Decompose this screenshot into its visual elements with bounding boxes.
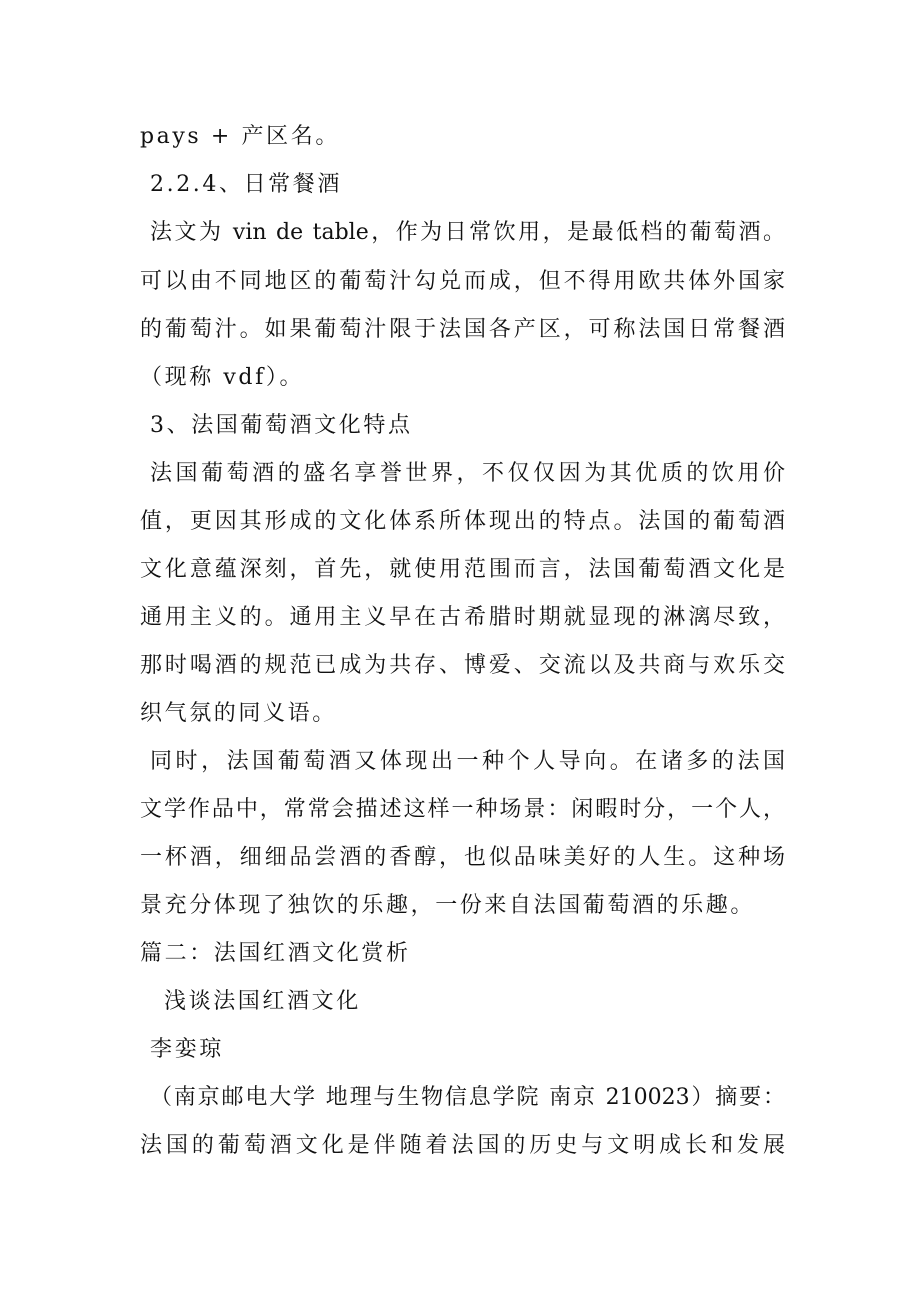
- paragraph-line: 法国葡萄酒的盛名享誉世界，不仅仅因为其优质的饮用价: [150, 461, 785, 486]
- paragraph-line: 景充分体现了独饮的乐趣，一份来自法国葡萄酒的乐趣。: [140, 893, 756, 918]
- paragraph-line: （现称 vdf）。: [140, 365, 305, 390]
- author-affiliation: （南京邮电大学 地理与生物信息学院 南京 210023）摘要：: [150, 1085, 785, 1110]
- paragraph-line: 法文为 vin de table，作为日常饮用，是最低档的葡萄酒。: [150, 220, 785, 245]
- section-heading: 2.2.4、日常餐酒: [150, 172, 342, 197]
- paragraph-line: 通用主义的。通用主义早在古希腊时期就显现的淋漓尽致，: [140, 605, 785, 630]
- author-name: 李娈琼: [150, 1037, 224, 1062]
- paragraph-line: 的葡萄汁。如果葡萄汁限于法国各产区，可称法国日常餐酒: [140, 317, 785, 342]
- paragraph-line: 同时，法国葡萄酒又体现出一种个人导向。在诸多的法国: [150, 749, 785, 774]
- paragraph-line: 一杯酒，细细品尝酒的香醇，也似品味美好的人生。这种场: [140, 845, 785, 870]
- chapter-heading: 篇二：法国红酒文化赏析: [140, 941, 411, 966]
- paragraph-line: 值，更因其形成的文化体系所体现出的特点。法国的葡萄酒: [140, 509, 785, 534]
- paragraph-line: 可以由不同地区的葡萄汁勾兑而成，但不得用欧共体外国家: [140, 269, 785, 294]
- paragraph-line: 文学作品中，常常会描述这样一种场景：闲暇时分，一个人，: [140, 797, 785, 822]
- paragraph-line: 织气氛的同义语。: [140, 701, 337, 726]
- paragraph-line: 文化意蕴深刻，首先，就使用范围而言，法国葡萄酒文化是: [140, 557, 785, 582]
- paragraph-line: 法国的葡萄酒文化是伴随着法国的历史与文明成长和发展: [140, 1133, 785, 1158]
- paragraph-line: 那时喝酒的规范已成为共存、博爱、交流以及共商与欢乐交: [140, 653, 785, 678]
- article-title: 浅谈法国红酒文化: [164, 989, 361, 1014]
- text-line: pays + 产区名。: [140, 124, 340, 149]
- section-heading: 3、法国葡萄酒文化特点: [150, 413, 413, 438]
